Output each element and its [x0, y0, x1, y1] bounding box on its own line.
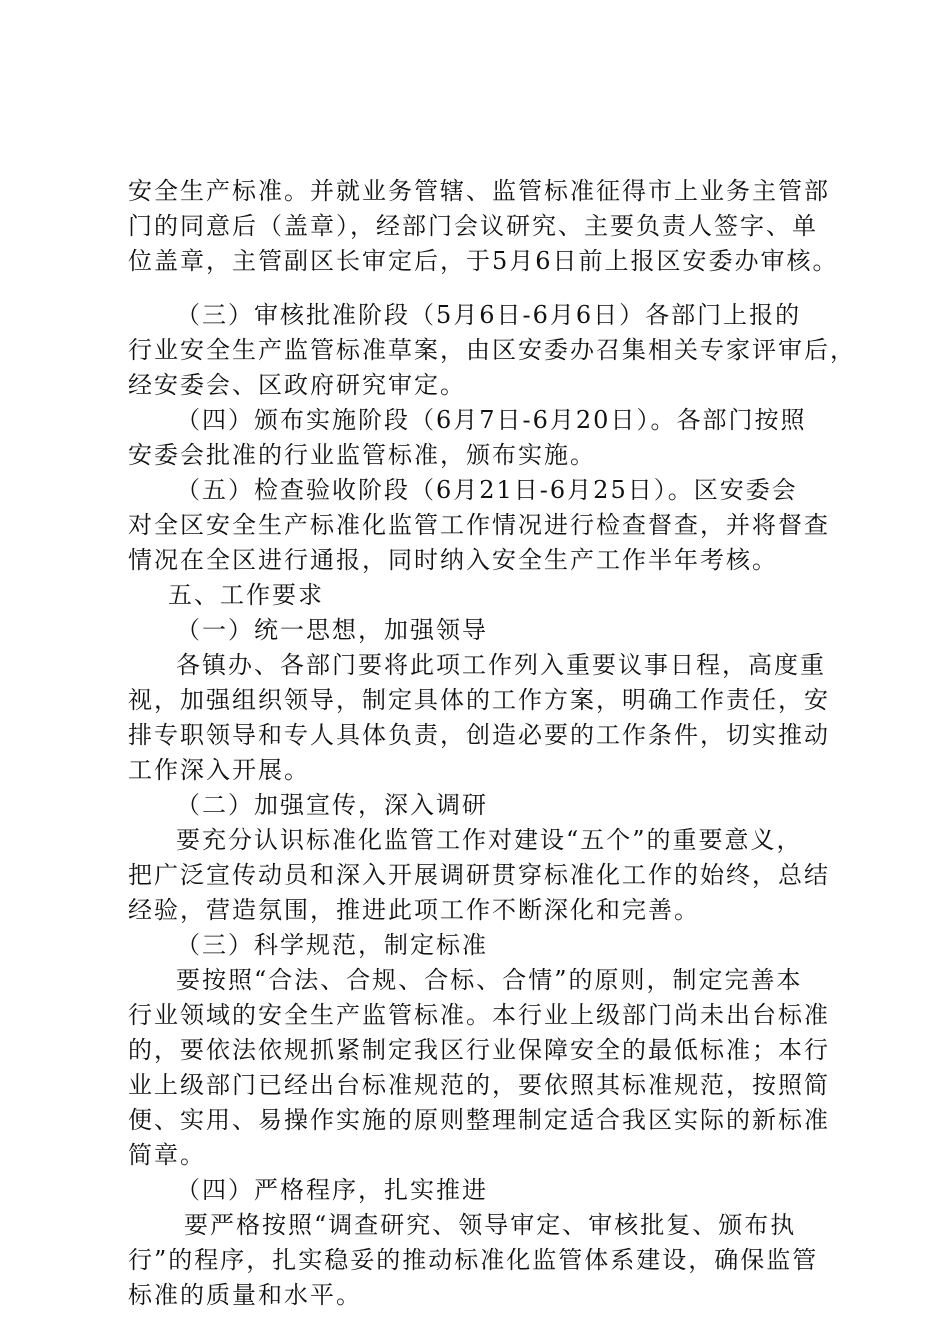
paragraph-line: 便、实用、易操作实施的原则整理制定适合我区实际的新标准: [128, 1106, 830, 1134]
paragraph-line: （四）颁布实施阶段（6月7日-6月20日）。各部门按照: [176, 406, 807, 434]
paragraph-line: 的，要依法依规抓紧制定我区行业保障安全的最低标准；本行: [128, 1036, 830, 1064]
subsection-heading: （二）加强宣传，深入调研: [176, 791, 488, 819]
paragraph-line: （三）审核批准阶段（5月6日-6月6日）各部门上报的: [176, 301, 802, 329]
paragraph-line: 各镇办、各部门要将此项工作列入重要议事日程，高度重: [176, 651, 826, 679]
paragraph-line: 经验，营造氛围，推进此项工作不断深化和完善。: [128, 896, 700, 924]
paragraph-line: 要按照“合法、合规、合标、合情”的原则，制定完善本: [176, 966, 803, 994]
paragraph-line: 把广泛宣传动员和深入开展调研贯穿标准化工作的始终，总结: [128, 861, 830, 889]
paragraph-line: 位盖章，主管副区长审定后，于5月6日前上报区安委办审核。: [128, 247, 839, 275]
paragraph-line: 视，加强组织领导，制定具体的工作方案，明确工作责任，安: [128, 686, 830, 714]
paragraph-line: 排专职领导和专人具体负责，创造必要的工作条件，切实推动: [128, 721, 830, 749]
paragraph-line: 工作深入开展。: [128, 756, 310, 784]
subsection-heading: （四）严格程序，扎实推进: [176, 1176, 488, 1204]
paragraph-line: 标准的质量和水平。: [128, 1281, 362, 1309]
paragraph-line: 安全生产标准。并就业务管辖、监管标准征得市上业务主管部: [128, 177, 830, 205]
paragraph-line: 业上级部门已经出台标准规范的，要依照其标准规范，按照简: [128, 1071, 830, 1099]
paragraph-line: 要严格按照“调查研究、领导审定、审核批复、颁布执: [184, 1211, 797, 1239]
paragraph-line: 行业安全生产监管标准草案，由区安委办召集相关专家评审后，: [128, 336, 856, 364]
subsection-heading: （一）统一思想，加强领导: [176, 616, 488, 644]
paragraph-line: 行”的程序，扎实稳妥的推动标准化监管体系建设，确保监管: [128, 1246, 819, 1274]
paragraph-line: 简章。: [128, 1141, 206, 1169]
subsection-heading: （三）科学规范，制定标准: [176, 931, 488, 959]
paragraph-line: 情况在全区进行通报，同时纳入安全生产工作半年考核。: [128, 546, 778, 574]
paragraph-line: 安委会批准的行业监管标准，颁布实施。: [128, 441, 596, 469]
paragraph-line: 对全区安全生产标准化监管工作情况进行检查督查，并将督查: [128, 511, 830, 539]
paragraph-line: （五）检查验收阶段（6月21日-6月25日）。区安委会: [176, 476, 798, 504]
paragraph-line: 门的同意后（盖章），经部门会议研究、主要负责人签字、单: [128, 212, 818, 240]
paragraph-line: 要充分认识标准化监管工作对建设“五个”的重要意义，: [176, 826, 803, 854]
paragraph-line: 行业领域的安全生产监管标准。本行业上级部门尚未出台标准: [128, 1001, 830, 1029]
paragraph-line: 经安委会、区政府研究审定。: [128, 371, 466, 399]
section-heading: 五、工作要求: [168, 581, 324, 609]
